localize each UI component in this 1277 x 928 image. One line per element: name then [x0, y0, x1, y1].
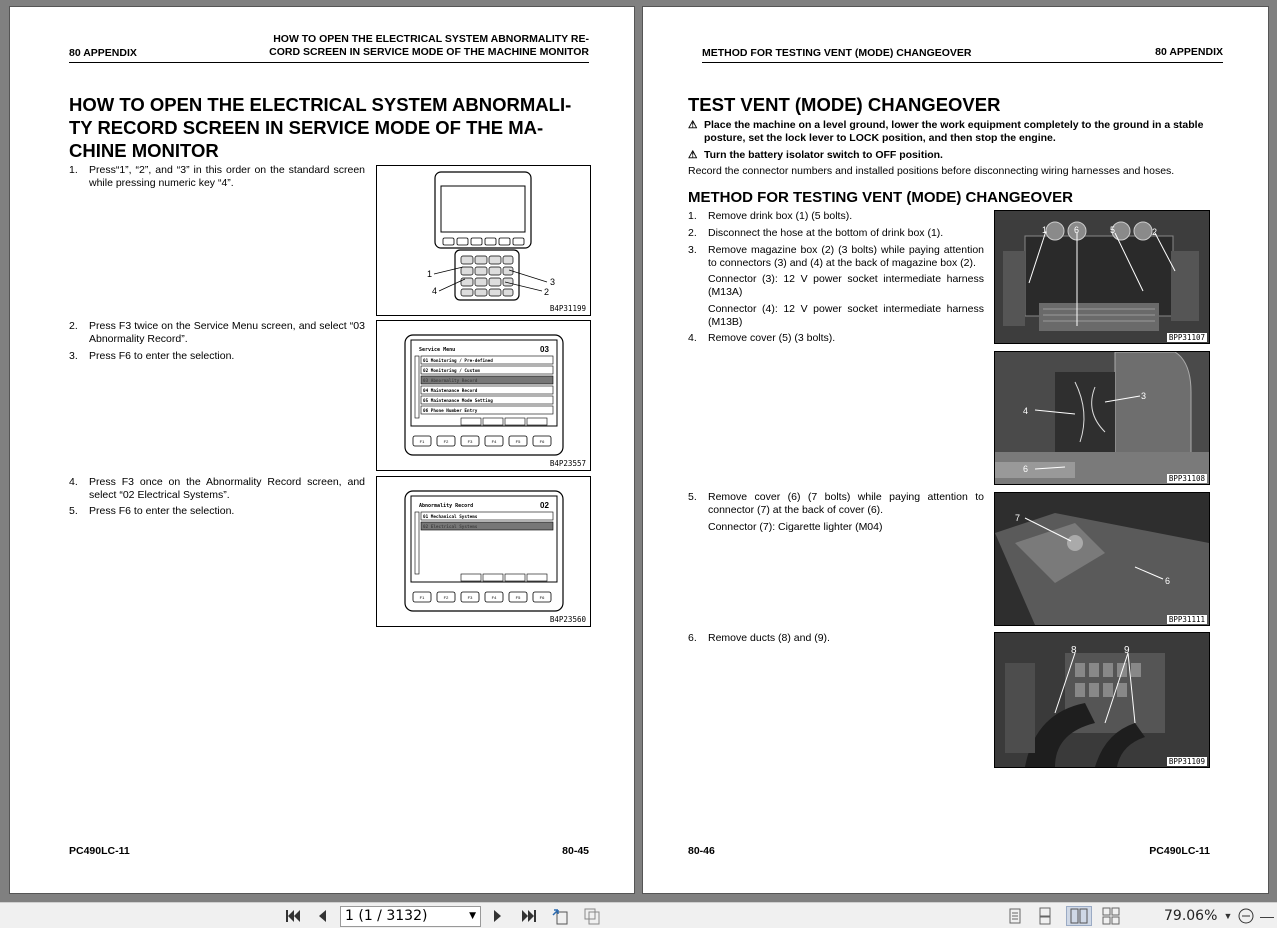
fkey-label: F5 [515, 595, 521, 600]
step-item: 1. Press“1”, “2”, and “3” in this order on the standard screen while pressing numeric key “4”. [69, 164, 365, 189]
footer-page-number: 80-45 [562, 845, 589, 857]
fkey-label: F2 [443, 439, 449, 444]
step-item: 3. Remove magazine box (2) (3 bolts) while paying attention to connectors (3) and (4) at the back of magazine box (2). [688, 244, 984, 269]
header-topic: HOW TO OPEN THE ELECTRICAL SYSTEM ABNORMALITY RE- CORD SCREEN IN SERVICE MODE OF THE MACHINE MONITOR [269, 33, 589, 58]
photo-illustration [995, 211, 1209, 343]
running-header [69, 33, 589, 63]
fkey-label: F5 [515, 439, 521, 444]
two-page-icon[interactable] [1066, 906, 1092, 926]
step-item: 1. Remove drink box (1) (5 bolts). [688, 210, 853, 222]
callout-label: 3 [550, 277, 556, 287]
header-topic: METHOD FOR TESTING VENT (MODE) CHANGEOVER [702, 47, 972, 59]
figure-code: BPP31108 [1168, 474, 1205, 483]
chevron-down-icon[interactable]: ▼ [469, 911, 476, 921]
footer-model: PC490LC-11 [1149, 845, 1210, 857]
two-page-continuous-icon[interactable] [1100, 906, 1122, 926]
screen-number: 02 [540, 501, 549, 510]
callout-label: 1 [427, 269, 433, 279]
next-page-icon[interactable] [488, 906, 508, 926]
figure-code: BPP31107 [1168, 333, 1205, 342]
step-item: 4. Remove cover (5) (3 bolts). [688, 332, 836, 344]
fkey-label: F3 [467, 595, 473, 600]
page-title: HOW TO OPEN THE ELECTRICAL SYSTEM ABNORMALI- TY RECORD SCREEN IN SERVICE MODE OF THE MA- CHINE MONITOR [69, 94, 572, 161]
screen-number: 03 [540, 345, 549, 354]
fkey-label: F4 [491, 439, 497, 444]
menu-item: 06 Phone Number Entry [423, 409, 478, 414]
callout-label: 4 [432, 286, 438, 296]
fkey-label: F1 [419, 595, 425, 600]
step-item: 6. Remove ducts (8) and (9). [688, 632, 830, 644]
prev-page-icon[interactable] [312, 906, 332, 926]
photo-drink-magazine-box [994, 210, 1210, 344]
warning-icon: ⚠ [688, 149, 698, 161]
callout-label: 9 [1124, 645, 1130, 656]
zoom-level[interactable]: 79.06% [1164, 908, 1218, 924]
screen-title: Abnormality Record [419, 503, 474, 509]
figure-service-menu [376, 320, 591, 471]
callout-label: 3 [1141, 391, 1147, 401]
step-item: 2. Disconnect the hose at the bottom of drink box (1). [688, 227, 944, 239]
figure-monitor-keypad [376, 165, 591, 316]
step-item: 3. Press F6 to enter the selection. [69, 350, 235, 362]
running-header [702, 33, 1223, 63]
warning-item: ⚠ Place the machine on a level ground, lower the work equipment completely to the ground in a stable posture, set the lock lever to LOCK position, and then stop the engine. [688, 119, 1204, 144]
callout-label: 6 [1023, 464, 1029, 474]
last-page-icon[interactable] [518, 906, 540, 926]
fkey-label: F3 [467, 439, 473, 444]
fkey-label: F6 [539, 439, 545, 444]
connector-note: Connector (7): Cigarette lighter (M04) [708, 521, 883, 533]
menu-item: 05 Maintenance Mode Setting [423, 399, 493, 404]
single-page-icon[interactable] [1004, 906, 1026, 926]
step-item: 5. Remove cover (6) (7 bolts) while paying attention to connector (7) at the back of cover (6). [688, 491, 984, 516]
page-title: TEST VENT (MODE) CHANGEOVER [688, 94, 1001, 115]
callout-label: 1 [1042, 225, 1048, 235]
figure-abnormality-record [376, 476, 591, 627]
section-heading: METHOD FOR TESTING VENT (MODE) CHANGEOVER [688, 189, 1074, 206]
figure-code: B4P31199 [549, 304, 586, 313]
photo-connectors [994, 351, 1210, 485]
service-menu-illustration [377, 321, 590, 470]
figure-code: B4P23560 [549, 615, 586, 624]
fkey-label: F2 [443, 595, 449, 600]
note-text: Record the connector numbers and installed positions before disconnecting wiring harnesses and hoses. [688, 165, 1175, 177]
zoom-out-icon[interactable] [1236, 906, 1256, 926]
callout-label: 2 [544, 287, 550, 297]
abnormality-record-illustration [377, 477, 590, 626]
step-item: 2. Press F3 twice on the Service Menu screen, and select “03 Abnormality Record”. [69, 320, 365, 345]
photo-ducts [994, 632, 1210, 768]
step-item: 5. Press F6 to enter the selection. [69, 505, 235, 517]
step-item: 4. Press F3 once on the Abnormality Record screen, and select “02 Electrical Systems”. [69, 476, 365, 501]
photo-cover [994, 492, 1210, 626]
header-section: 80 APPENDIX [1155, 46, 1223, 58]
callout-label: 7 [1015, 513, 1021, 523]
header-section: 80 APPENDIX [69, 47, 137, 59]
callout-label: 6 [1074, 225, 1080, 235]
footer-page-number: 80-46 [688, 845, 715, 857]
fkey-label: F1 [419, 439, 425, 444]
right-page [642, 6, 1269, 894]
first-page-icon[interactable] [282, 906, 304, 926]
menu-item: 02 Monitoring / Custom [423, 369, 480, 374]
figure-code: BPP31111 [1168, 615, 1205, 624]
viewer-toolbar [0, 902, 1277, 928]
screen-title: Service Menu [419, 347, 456, 353]
connector-note: Connector (3): 12 V power socket intermediate harness (M13A) [708, 273, 984, 298]
zoom-in-button[interactable]: — [1260, 908, 1274, 924]
photo-illustration [995, 633, 1209, 767]
fit-page-icon[interactable] [550, 906, 572, 926]
left-page [9, 6, 635, 894]
continuous-icon[interactable] [1034, 906, 1056, 926]
menu-item: 04 Maintenance Record [423, 389, 478, 394]
zoom-dropdown-icon[interactable]: ▼ [1223, 911, 1233, 921]
photo-illustration [995, 352, 1209, 484]
callout-label: 4 [1023, 406, 1029, 416]
callout-label: 6 [1165, 576, 1171, 586]
warning-icon: ⚠ [688, 119, 698, 131]
page-number-field[interactable]: 1 (1 / 3132) ▼ [340, 906, 481, 927]
warning-item: ⚠ Turn the battery isolator switch to OFF position. [688, 149, 943, 161]
footer-model: PC490LC-11 [69, 845, 130, 857]
menu-item: 01 Monitoring / Pre-defined [423, 359, 493, 364]
fkey-label: F4 [491, 595, 497, 600]
monitor-illustration [377, 166, 590, 315]
fkey-label: F6 [539, 595, 545, 600]
connector-note: Connector (4): 12 V power socket intermediate harness (M13B) [708, 303, 984, 328]
callout-label: 8 [1071, 645, 1077, 656]
menu-item-selected: 02 Electrical Systems [423, 525, 478, 530]
menu-item: 01 Mechanical Systems [423, 515, 478, 520]
figure-code: BPP31109 [1168, 757, 1205, 766]
figure-code: B4P23557 [549, 459, 586, 468]
callout-label: 2 [1152, 227, 1158, 237]
callout-label: 5 [1110, 225, 1116, 235]
fit-width-icon[interactable] [582, 906, 604, 926]
menu-item-selected: 03 Abnormality Record [423, 379, 478, 384]
photo-illustration [995, 493, 1209, 625]
